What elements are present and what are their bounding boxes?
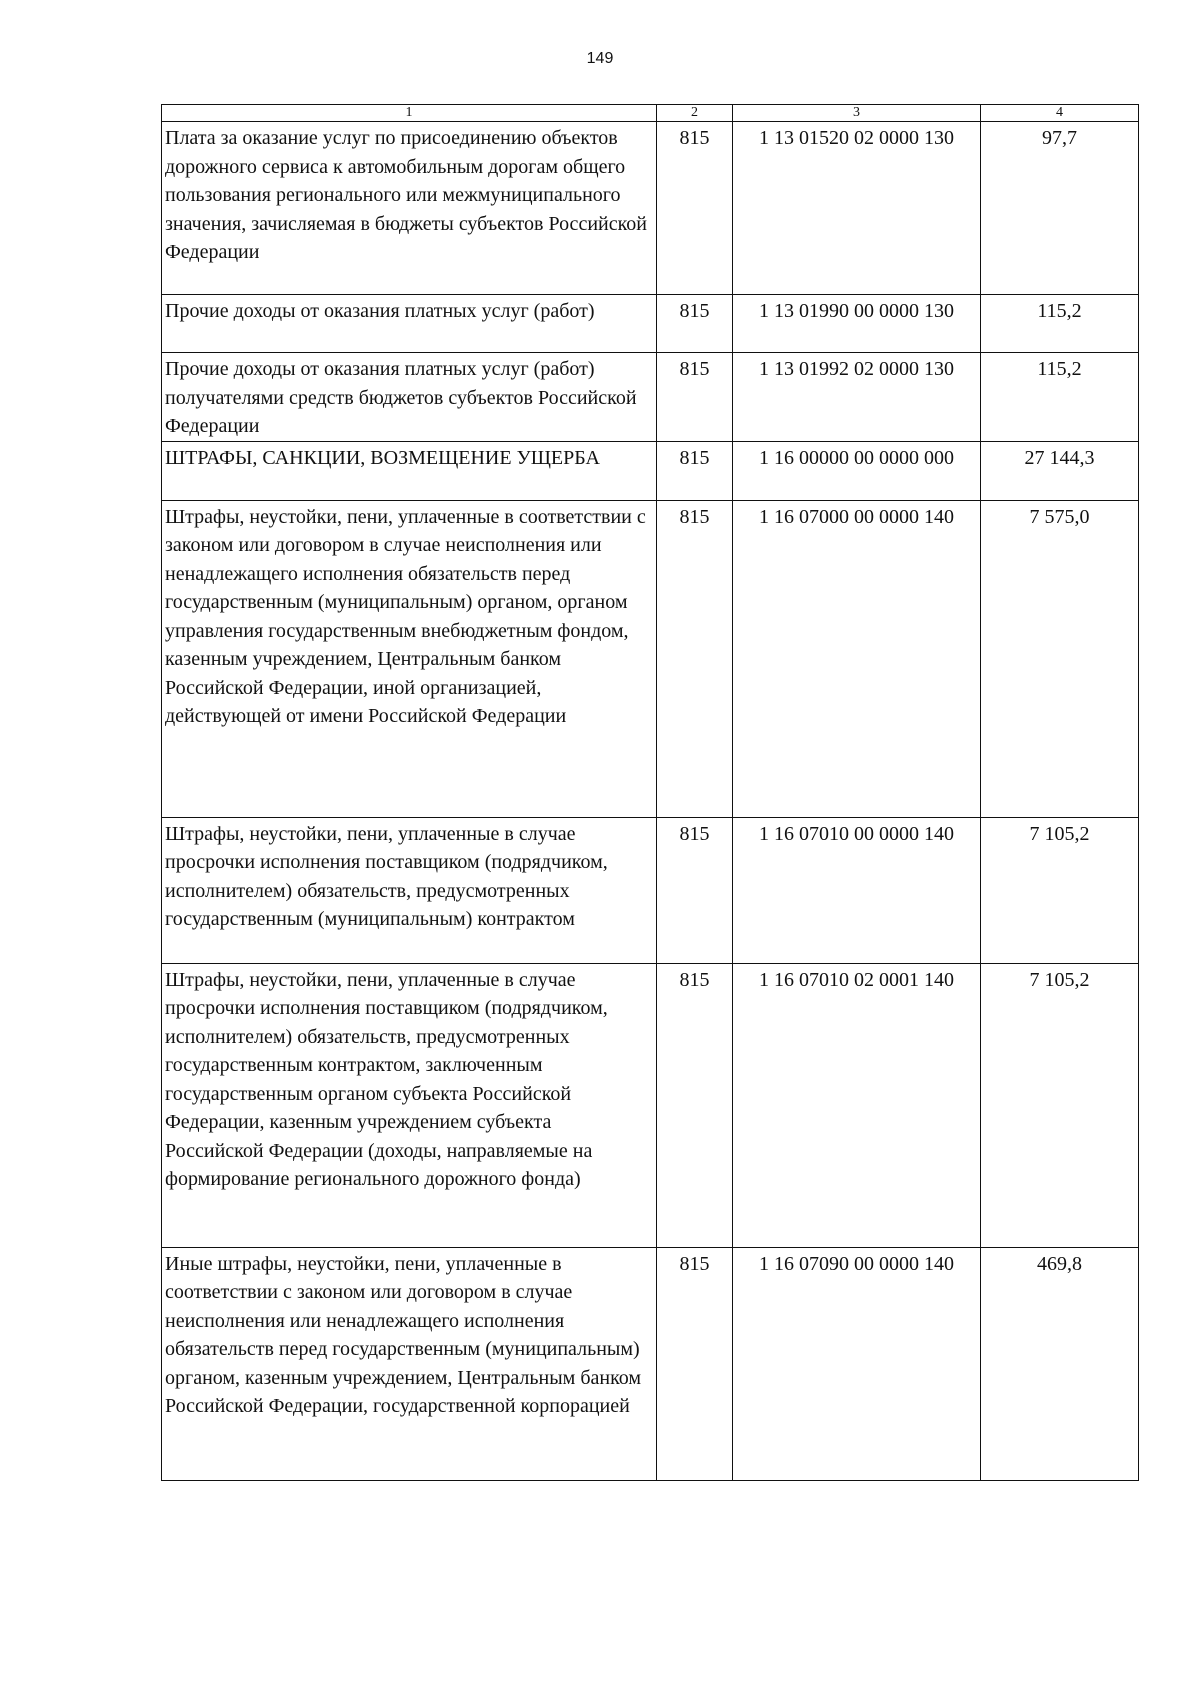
admin-code: 815 bbox=[657, 441, 733, 500]
column-number-4: 4 bbox=[981, 105, 1139, 122]
revenue-name: Штрафы, неустойки, пени, уплаченные в соответствии с законом или договором в случае неисполнения или ненадлежащего исполнения обязательств перед государственным (муниципальным) органом, органом управления государственным внебюджетным фондом, казенным учреждением, Центральным банком Российской Федерации, иной организацией, действующей от имени Российской Федерации bbox=[162, 500, 657, 817]
table-row bbox=[162, 500, 1139, 817]
revenue-name: ШТРАФЫ, САНКЦИИ, ВОЗМЕЩЕНИЕ УЩЕРБА bbox=[162, 441, 657, 500]
budget-classification-code: 1 16 07000 00 0000 140 bbox=[733, 500, 981, 817]
revenue-name: Плата за оказание услуг по присоединению объектов дорожного сервиса к автомобильным дорогам общего пользования регионального или межмуниципального значения, зачисляемая в бюджеты субъектов Российской Федерации bbox=[162, 122, 657, 295]
admin-code: 815 bbox=[657, 500, 733, 817]
table-row bbox=[162, 963, 1139, 1247]
table-row bbox=[162, 1247, 1139, 1480]
admin-code: 815 bbox=[657, 353, 733, 442]
budget-classification-code: 1 16 00000 00 0000 000 bbox=[733, 441, 981, 500]
table-row bbox=[162, 441, 1139, 500]
admin-code: 815 bbox=[657, 122, 733, 295]
amount: 115,2 bbox=[981, 295, 1139, 353]
revenue-name: Иные штрафы, неустойки, пени, уплаченные в соответствии с законом или договором в случае неисполнения или ненадлежащего исполнения обязательств перед государственным (муниципальным) органом, казенным учреждением, Центральным банком Российской Федерации, государственной корпорацией bbox=[162, 1247, 657, 1480]
amount: 7 105,2 bbox=[981, 817, 1139, 963]
budget-classification-code: 1 13 01992 02 0000 130 bbox=[733, 353, 981, 442]
revenue-name: Штрафы, неустойки, пени, уплаченные в случае просрочки исполнения поставщиком (подрядчиком, исполнителем) обязательств, предусмотренных государственным контрактом, заключенным государственным органом субъекта Российской Федерации, казенным учреждением субъекта Российской Федерации (доходы, направляемые на формирование регионального дорожного фонда) bbox=[162, 963, 657, 1247]
budget-classification-code: 1 16 07010 00 0000 140 bbox=[733, 817, 981, 963]
amount: 97,7 bbox=[981, 122, 1139, 295]
budget-classification-code: 1 16 07010 02 0001 140 bbox=[733, 963, 981, 1247]
amount: 27 144,3 bbox=[981, 441, 1139, 500]
budget-classification-code: 1 13 01990 00 0000 130 bbox=[733, 295, 981, 353]
admin-code: 815 bbox=[657, 295, 733, 353]
column-number-3: 3 bbox=[733, 105, 981, 122]
table-row bbox=[162, 295, 1139, 353]
revenue-name: Прочие доходы от оказания платных услуг (работ) bbox=[162, 295, 657, 353]
table-header-row bbox=[162, 105, 1139, 122]
amount: 469,8 bbox=[981, 1247, 1139, 1480]
admin-code: 815 bbox=[657, 817, 733, 963]
admin-code: 815 bbox=[657, 963, 733, 1247]
table-row bbox=[162, 122, 1139, 295]
amount: 115,2 bbox=[981, 353, 1139, 442]
revenue-table bbox=[161, 104, 1139, 1481]
admin-code: 815 bbox=[657, 1247, 733, 1480]
table-row bbox=[162, 353, 1139, 442]
column-number-2: 2 bbox=[657, 105, 733, 122]
amount: 7 105,2 bbox=[981, 963, 1139, 1247]
column-number-1: 1 bbox=[162, 105, 657, 122]
budget-classification-code: 1 13 01520 02 0000 130 bbox=[733, 122, 981, 295]
page-number: 149 bbox=[586, 50, 614, 67]
amount: 7 575,0 bbox=[981, 500, 1139, 817]
budget-classification-code: 1 16 07090 00 0000 140 bbox=[733, 1247, 981, 1480]
revenue-name: Прочие доходы от оказания платных услуг (работ) получателями средств бюджетов субъектов Российской Федерации bbox=[162, 353, 657, 442]
revenue-name: Штрафы, неустойки, пени, уплаченные в случае просрочки исполнения поставщиком (подрядчиком, исполнителем) обязательств, предусмотренных государственным (муниципальным) контрактом bbox=[162, 817, 657, 963]
table-row bbox=[162, 817, 1139, 963]
